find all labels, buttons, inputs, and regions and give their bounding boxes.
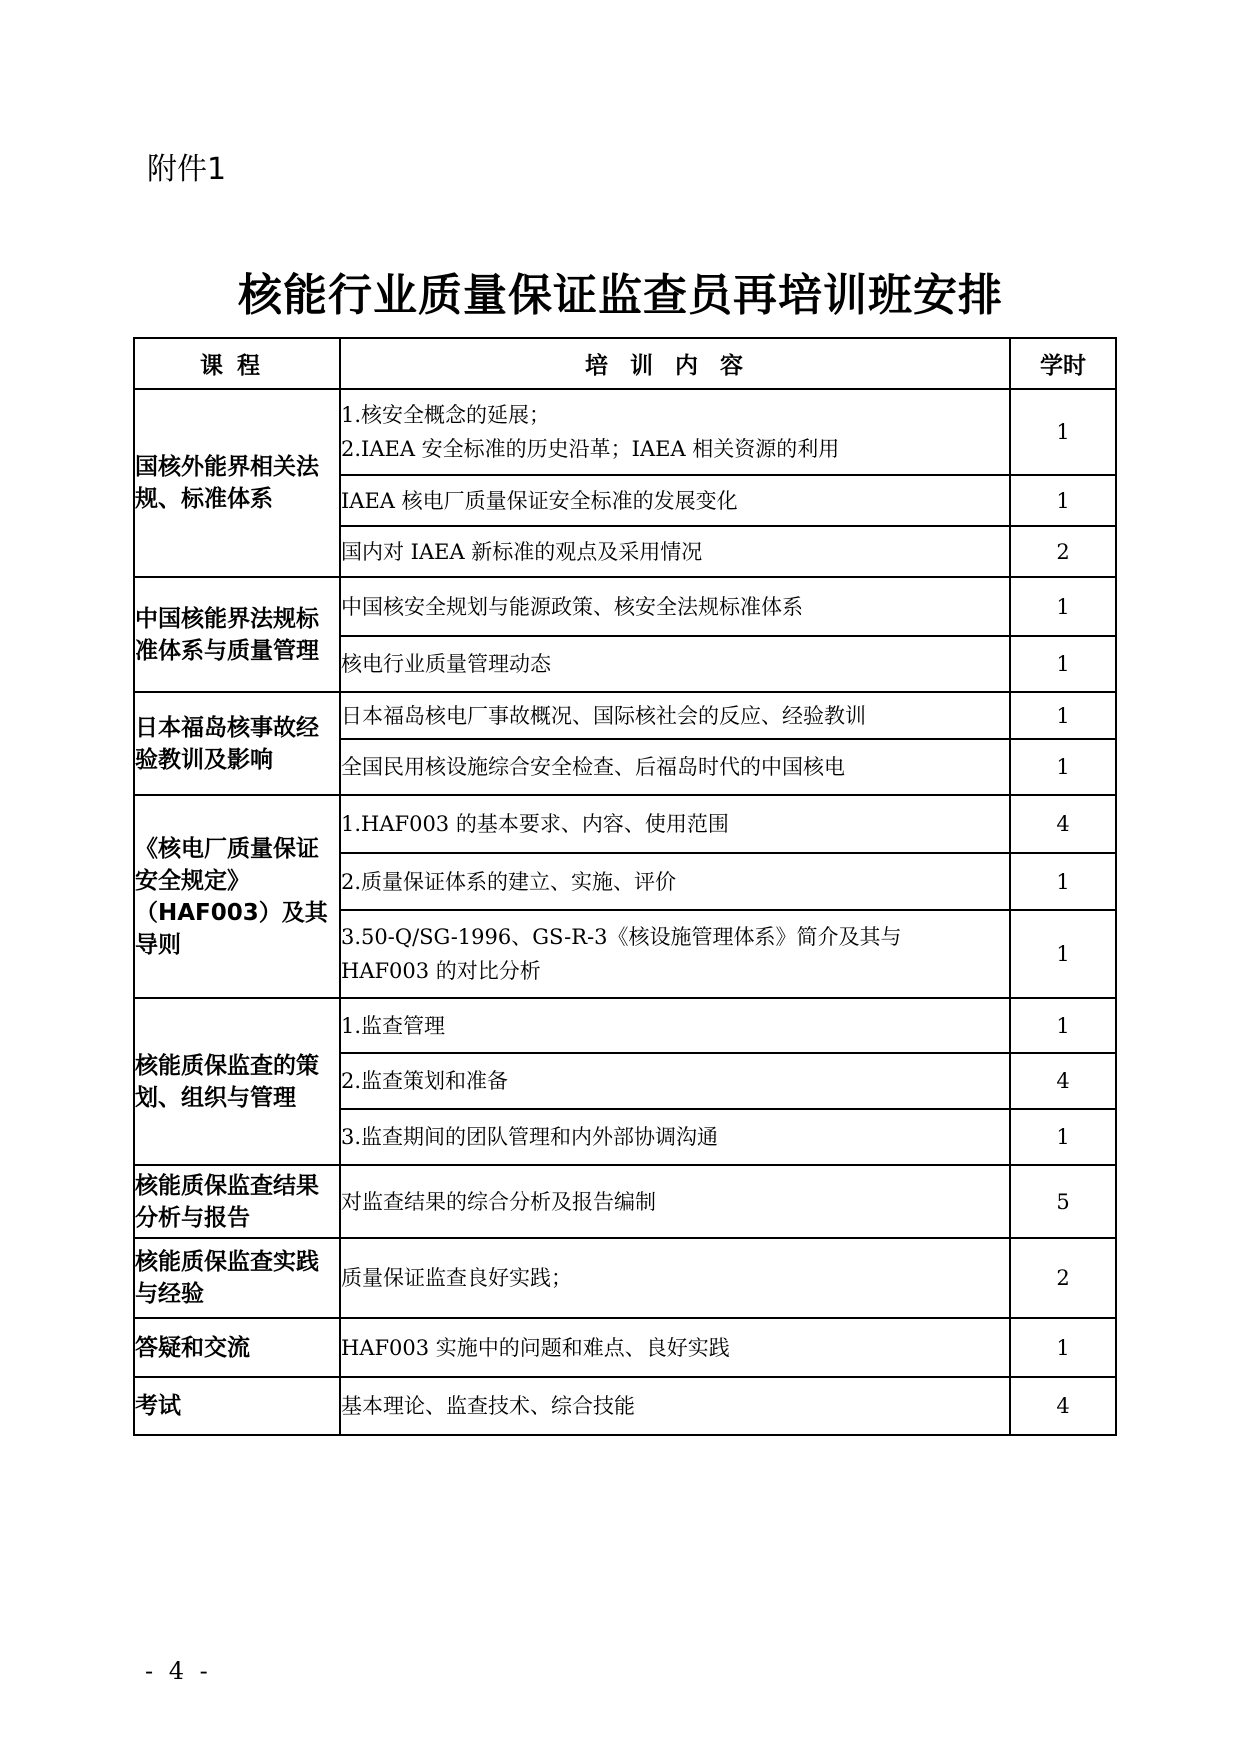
content-cell: 2.质量保证体系的建立、实施、评价	[340, 853, 1010, 910]
course-cell: 核能质保监查结果分析与报告	[134, 1165, 340, 1238]
course-cell: 考试	[134, 1377, 340, 1435]
page-number: - 4 -	[145, 1657, 212, 1685]
header-course: 课程	[134, 338, 340, 389]
content-line: 3.50-Q/SG-1996、GS-R-3《核设施管理体系》简介及其与	[341, 925, 902, 949]
content-cell: IAEA 核电厂质量保证安全标准的发展变化	[340, 475, 1010, 526]
hours-cell: 2	[1010, 526, 1116, 577]
hours-cell: 1	[1010, 910, 1116, 998]
content-cell: 中国核安全规划与能源政策、核安全法规标准体系	[340, 577, 1010, 636]
hours-cell: 4	[1010, 1053, 1116, 1109]
content-cell: 质量保证监查良好实践；	[340, 1238, 1010, 1318]
hours-cell: 1	[1010, 739, 1116, 795]
content-cell	[340, 910, 1010, 998]
hours-cell: 4	[1010, 1377, 1116, 1435]
content-cell: 基本理论、监查技术、综合技能	[340, 1377, 1010, 1435]
hours-cell: 4	[1010, 795, 1116, 853]
table-row	[134, 389, 1116, 475]
content-cell: 2.监查策划和准备	[340, 1053, 1010, 1109]
table-row	[134, 998, 1116, 1053]
hours-cell: 1	[1010, 577, 1116, 636]
header-content: 培训内容	[340, 338, 1010, 389]
course-cell: 核能质保监查实践与经验	[134, 1238, 340, 1318]
hours-cell: 1	[1010, 692, 1116, 739]
hours-cell: 1	[1010, 998, 1116, 1053]
course-cell: 国核外能界相关法规、标准体系	[134, 389, 340, 577]
hours-cell: 1	[1010, 389, 1116, 475]
content-cell: 核电行业质量管理动态	[340, 636, 1010, 692]
table-row	[134, 1377, 1116, 1435]
course-cell: 核能质保监查的策划、组织与管理	[134, 998, 340, 1165]
hours-cell: 1	[1010, 853, 1116, 910]
header-hours: 学时	[1010, 338, 1116, 389]
content-cell: 3.监查期间的团队管理和内外部协调沟通	[340, 1109, 1010, 1165]
content-cell: 1.监查管理	[340, 998, 1010, 1053]
table-row	[134, 1165, 1116, 1238]
content-cell: 国内对 IAEA 新标准的观点及采用情况	[340, 526, 1010, 577]
course-cell: 中国核能界法规标准体系与质量管理	[134, 577, 340, 692]
hours-cell: 5	[1010, 1165, 1116, 1238]
hours-cell: 1	[1010, 475, 1116, 526]
content-cell	[340, 389, 1010, 475]
hours-cell: 1	[1010, 1109, 1116, 1165]
content-line: 1.核安全概念的延展；	[341, 403, 551, 427]
content-line: 2.IAEA 安全标准的历史沿革；IAEA 相关资源的利用	[341, 437, 840, 461]
table-row	[134, 577, 1116, 636]
content-cell: 1.HAF003 的基本要求、内容、使用范围	[340, 795, 1010, 853]
content-line: HAF003 的对比分析	[341, 959, 541, 983]
course-cell: 日本福岛核事故经验教训及影响	[134, 692, 340, 795]
course-cell: 答疑和交流	[134, 1318, 340, 1377]
table-row	[134, 1318, 1116, 1377]
attachment-label: 附件1	[147, 152, 227, 187]
content-cell: 全国民用核设施综合安全检查、后福岛时代的中国核电	[340, 739, 1010, 795]
course-cell: 《核电厂质量保证安全规定》（HAF003）及其导则	[134, 795, 340, 998]
document-title: 核能行业质量保证监查员再培训班安排	[238, 270, 1003, 321]
content-cell: HAF003 实施中的问题和难点、良好实践	[340, 1318, 1010, 1377]
table-row	[134, 795, 1116, 853]
hours-cell: 2	[1010, 1238, 1116, 1318]
hours-cell: 1	[1010, 1318, 1116, 1377]
table-row	[134, 692, 1116, 739]
content-cell: 日本福岛核电厂事故概况、国际核社会的反应、经验教训	[340, 692, 1010, 739]
table-row	[134, 1238, 1116, 1318]
hours-cell: 1	[1010, 636, 1116, 692]
content-cell: 对监查结果的综合分析及报告编制	[340, 1165, 1010, 1238]
table-header-row	[134, 338, 1116, 389]
training-schedule-table	[133, 337, 1117, 1436]
